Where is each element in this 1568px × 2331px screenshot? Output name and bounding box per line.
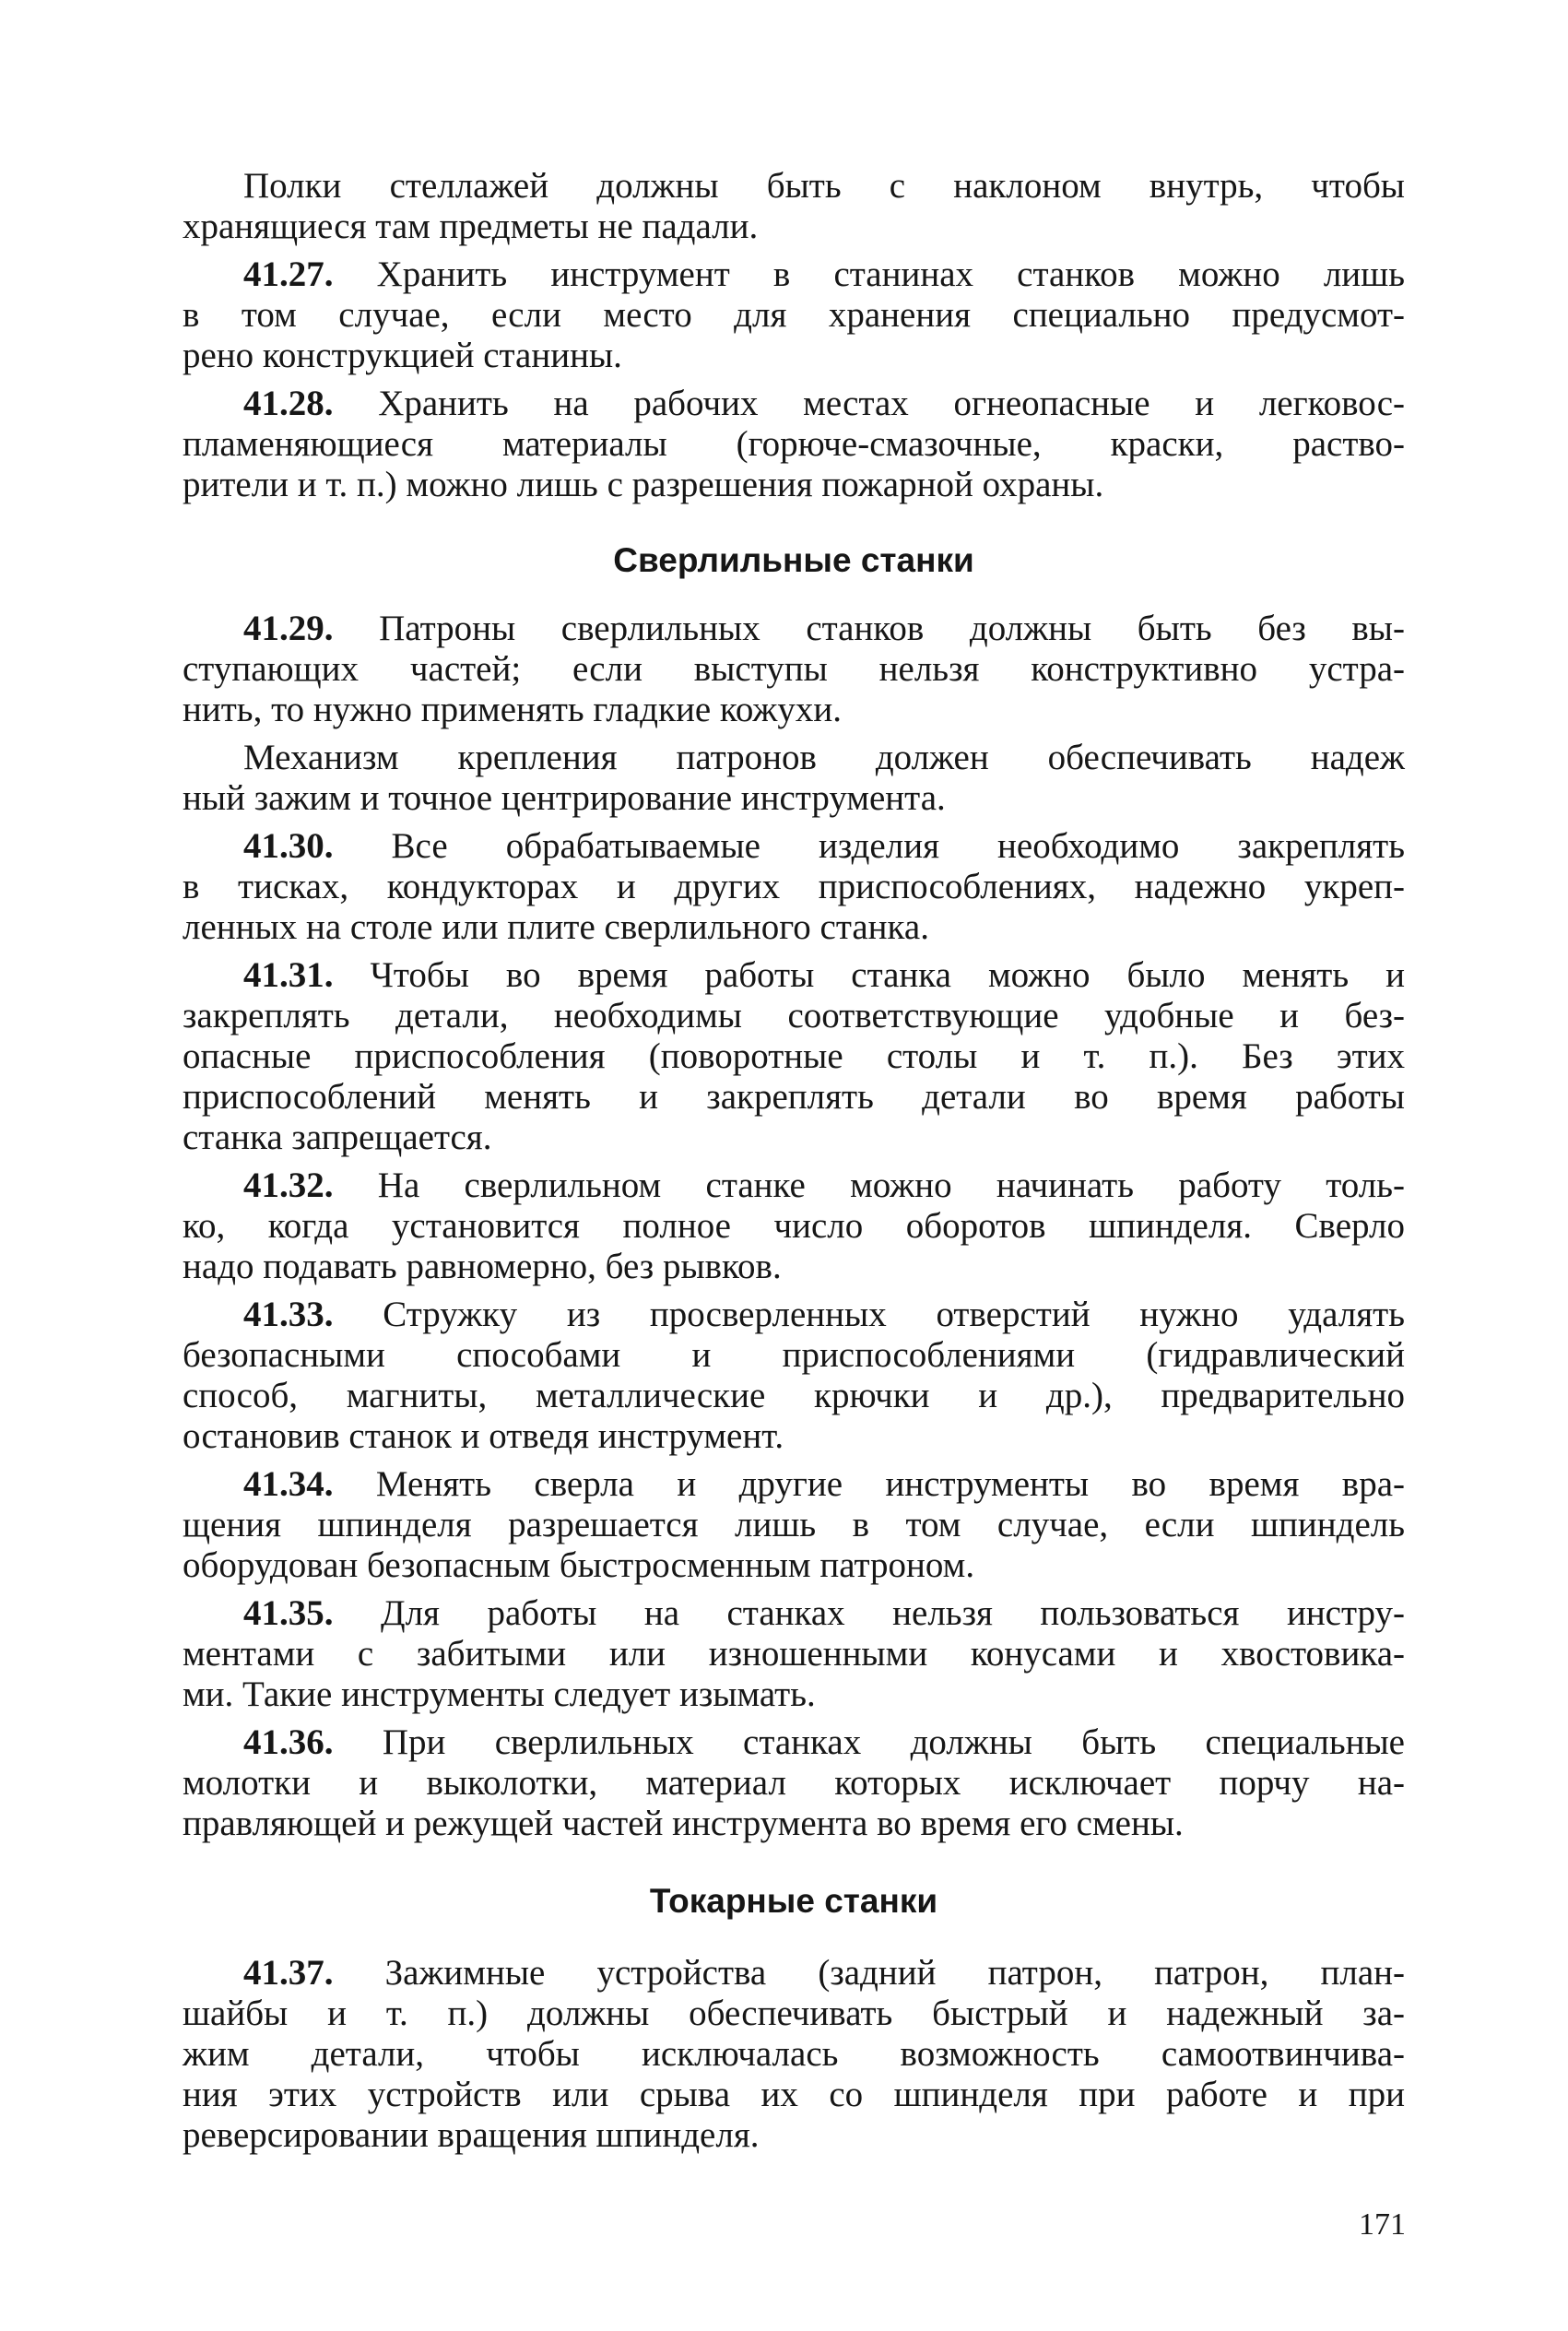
line-text: пламеняющиеся материалы (горюче-смазочные, краски, раство- [183,424,1405,464]
line-text: Зажимные устройства (задний патрон, патрон, план- [333,1953,1405,1993]
line-text: Полки стеллажей должны быть с наклоном внутрь, чтобы [243,166,1405,206]
line-text: При сверлильных станках должны быть специальные [333,1722,1405,1762]
line-text: Механизм крепления патронов должен обеспечивать надеж [243,738,1405,777]
page-body [183,166,1405,2156]
line-text: ступающих частей; если выступы нельзя конструктивно устра- [183,649,1405,689]
text-line [183,826,1405,867]
line-text: ментами с забитыми или изношенными конусами и хвостовика- [183,1634,1405,1674]
line-text: Хранить инструмент в станинах станков можно лишь [333,254,1405,294]
section-heading: Токарные станки [649,1882,938,1920]
paragraph [183,1166,1405,1287]
line-text: станка запрещается. [183,1118,492,1157]
line-text: приспособлений менять и закреплять детали во время работы [183,1077,1405,1117]
clause-number: 41.27. [243,254,334,294]
line-text: нить, то нужно применять гладкие кожухи. [183,690,842,729]
text-line [183,996,1405,1036]
text-line [183,1722,1405,1763]
line-text: Для работы на станках нельзя пользоваться инстру- [333,1593,1405,1633]
clause-number: 41.31. [243,955,334,995]
paragraph [183,254,1405,376]
text-line [183,1593,1405,1634]
paragraph [183,609,1405,730]
clause-number: 41.34. [243,1464,334,1504]
text-line [183,1763,1405,1804]
text-line [183,1036,1405,1077]
text-line [183,609,1405,649]
line-text: остановив станок и отведя инструмент. [183,1416,784,1456]
line-text: молотки и выколотки, материал которых исключает порчу на- [183,1763,1405,1803]
text-line [183,1674,1405,1715]
clause-number: 41.36. [243,1722,334,1762]
clause-number: 41.29. [243,609,334,648]
clause-number: 41.32. [243,1166,334,1205]
line-text: рено конструкцией станины. [183,336,622,375]
text-line [183,336,1405,376]
paragraph [183,166,1405,247]
text-line [183,738,1405,778]
line-text: шайбы и т. п.) должны обеспечивать быстрый и надежный за- [183,1994,1405,2033]
line-text: щения шпинделя разрешается лишь в том случае, если шпиндель [183,1505,1405,1544]
line-text: жим детали, чтобы исключалась возможность самоотвинчива- [183,2034,1405,2074]
text-line [183,1295,1405,1335]
paragraph [183,1295,1405,1457]
text-line [183,2034,1405,2075]
line-text: Патроны сверлильных станков должны быть без вы- [333,609,1405,648]
line-text: безопасными способами и приспособлениями (гидравлический [183,1335,1405,1375]
line-text: ми. Такие инструменты следует изымать. [183,1674,816,1714]
text-line [183,1206,1405,1247]
line-text: ленных на столе или плите сверлильного станка. [183,907,929,947]
text-line [183,2075,1405,2115]
line-text: рители и т. п.) можно лишь с разрешения пожарной охраны. [183,465,1104,504]
paragraph [183,826,1405,948]
line-text: Хранить на рабочих местах огнеопасные и легковос- [333,384,1405,423]
clause-number: 41.35. [243,1593,334,1633]
text-line [183,1077,1405,1118]
text-line [183,1545,1405,1586]
text-line [183,778,1405,819]
text-line [183,1994,1405,2034]
text-line [183,384,1405,424]
line-text: Чтобы во время работы станка можно было менять и [333,955,1405,995]
paragraph [183,738,1405,819]
text-line [183,867,1405,907]
line-text: Менять сверла и другие инструменты во время вра- [333,1464,1405,1504]
text-line [183,295,1405,336]
text-line [183,207,1405,247]
text-line [183,1376,1405,1416]
text-line [183,907,1405,948]
line-text: надо подавать равномерно, без рывков. [183,1247,782,1286]
line-text: опасные приспособления (поворотные столы и т. п.). Без этих [183,1036,1405,1076]
line-text: хранящиеся там предметы не падали. [183,207,759,246]
line-text: ко, когда установится полное число оборотов шпинделя. Сверло [183,1206,1405,1246]
line-text: На сверлильном станке можно начинать работу толь- [333,1166,1405,1205]
line-text: ния этих устройств или срыва их со шпинделя при работе и при [183,2075,1405,2114]
clause-number: 41.33. [243,1295,334,1334]
text-line [183,2115,1405,2156]
paragraph [183,384,1405,505]
paragraph [183,1593,1405,1715]
text-line [183,1505,1405,1545]
paragraph [183,955,1405,1158]
paragraph [183,1464,1405,1586]
text-line [183,1953,1405,1994]
text-line [183,1247,1405,1287]
text-line [183,1166,1405,1206]
paragraph [183,1953,1405,2156]
line-text: способ, магниты, металлические крючки и др.), предварительно [183,1376,1405,1415]
text-line [183,1464,1405,1505]
line-text: ный зажим и точное центрирование инструмента. [183,778,946,818]
line-text: правляющей и режущей частей инструмента во время его смены. [183,1804,1184,1843]
text-line [183,465,1405,505]
text-line [183,1804,1405,1844]
text-line [183,1118,1405,1158]
clause-number: 41.30. [243,826,334,866]
page-number: 171 [1359,2207,1406,2242]
text-line [183,166,1405,207]
text-line [183,1634,1405,1674]
line-text: оборудован безопасным быстросменным патроном. [183,1545,975,1585]
text-line [183,254,1405,295]
text-line [183,424,1405,465]
line-text: Стружку из просверленных отверстий нужно удалять [333,1295,1405,1334]
line-text: в тисках, кондукторах и других приспособлениях, надежно укреп- [183,867,1405,906]
clause-number: 41.28. [243,384,334,423]
text-line [183,690,1405,730]
section-heading: Сверлильные станки [613,541,974,579]
line-text: реверсировании вращения шпинделя. [183,2115,760,2155]
text-line [183,1335,1405,1376]
line-text: Все обрабатываемые изделия необходимо закреплять [333,826,1405,866]
line-text: в том случае, если место для хранения специально предусмот- [183,295,1405,335]
text-line [183,1416,1405,1457]
line-text: закреплять детали, необходимы соответствующие удобные и без- [183,996,1405,1035]
text-line [183,649,1405,690]
clause-number: 41.37. [243,1953,334,1993]
text-line [183,955,1405,996]
paragraph [183,1722,1405,1844]
